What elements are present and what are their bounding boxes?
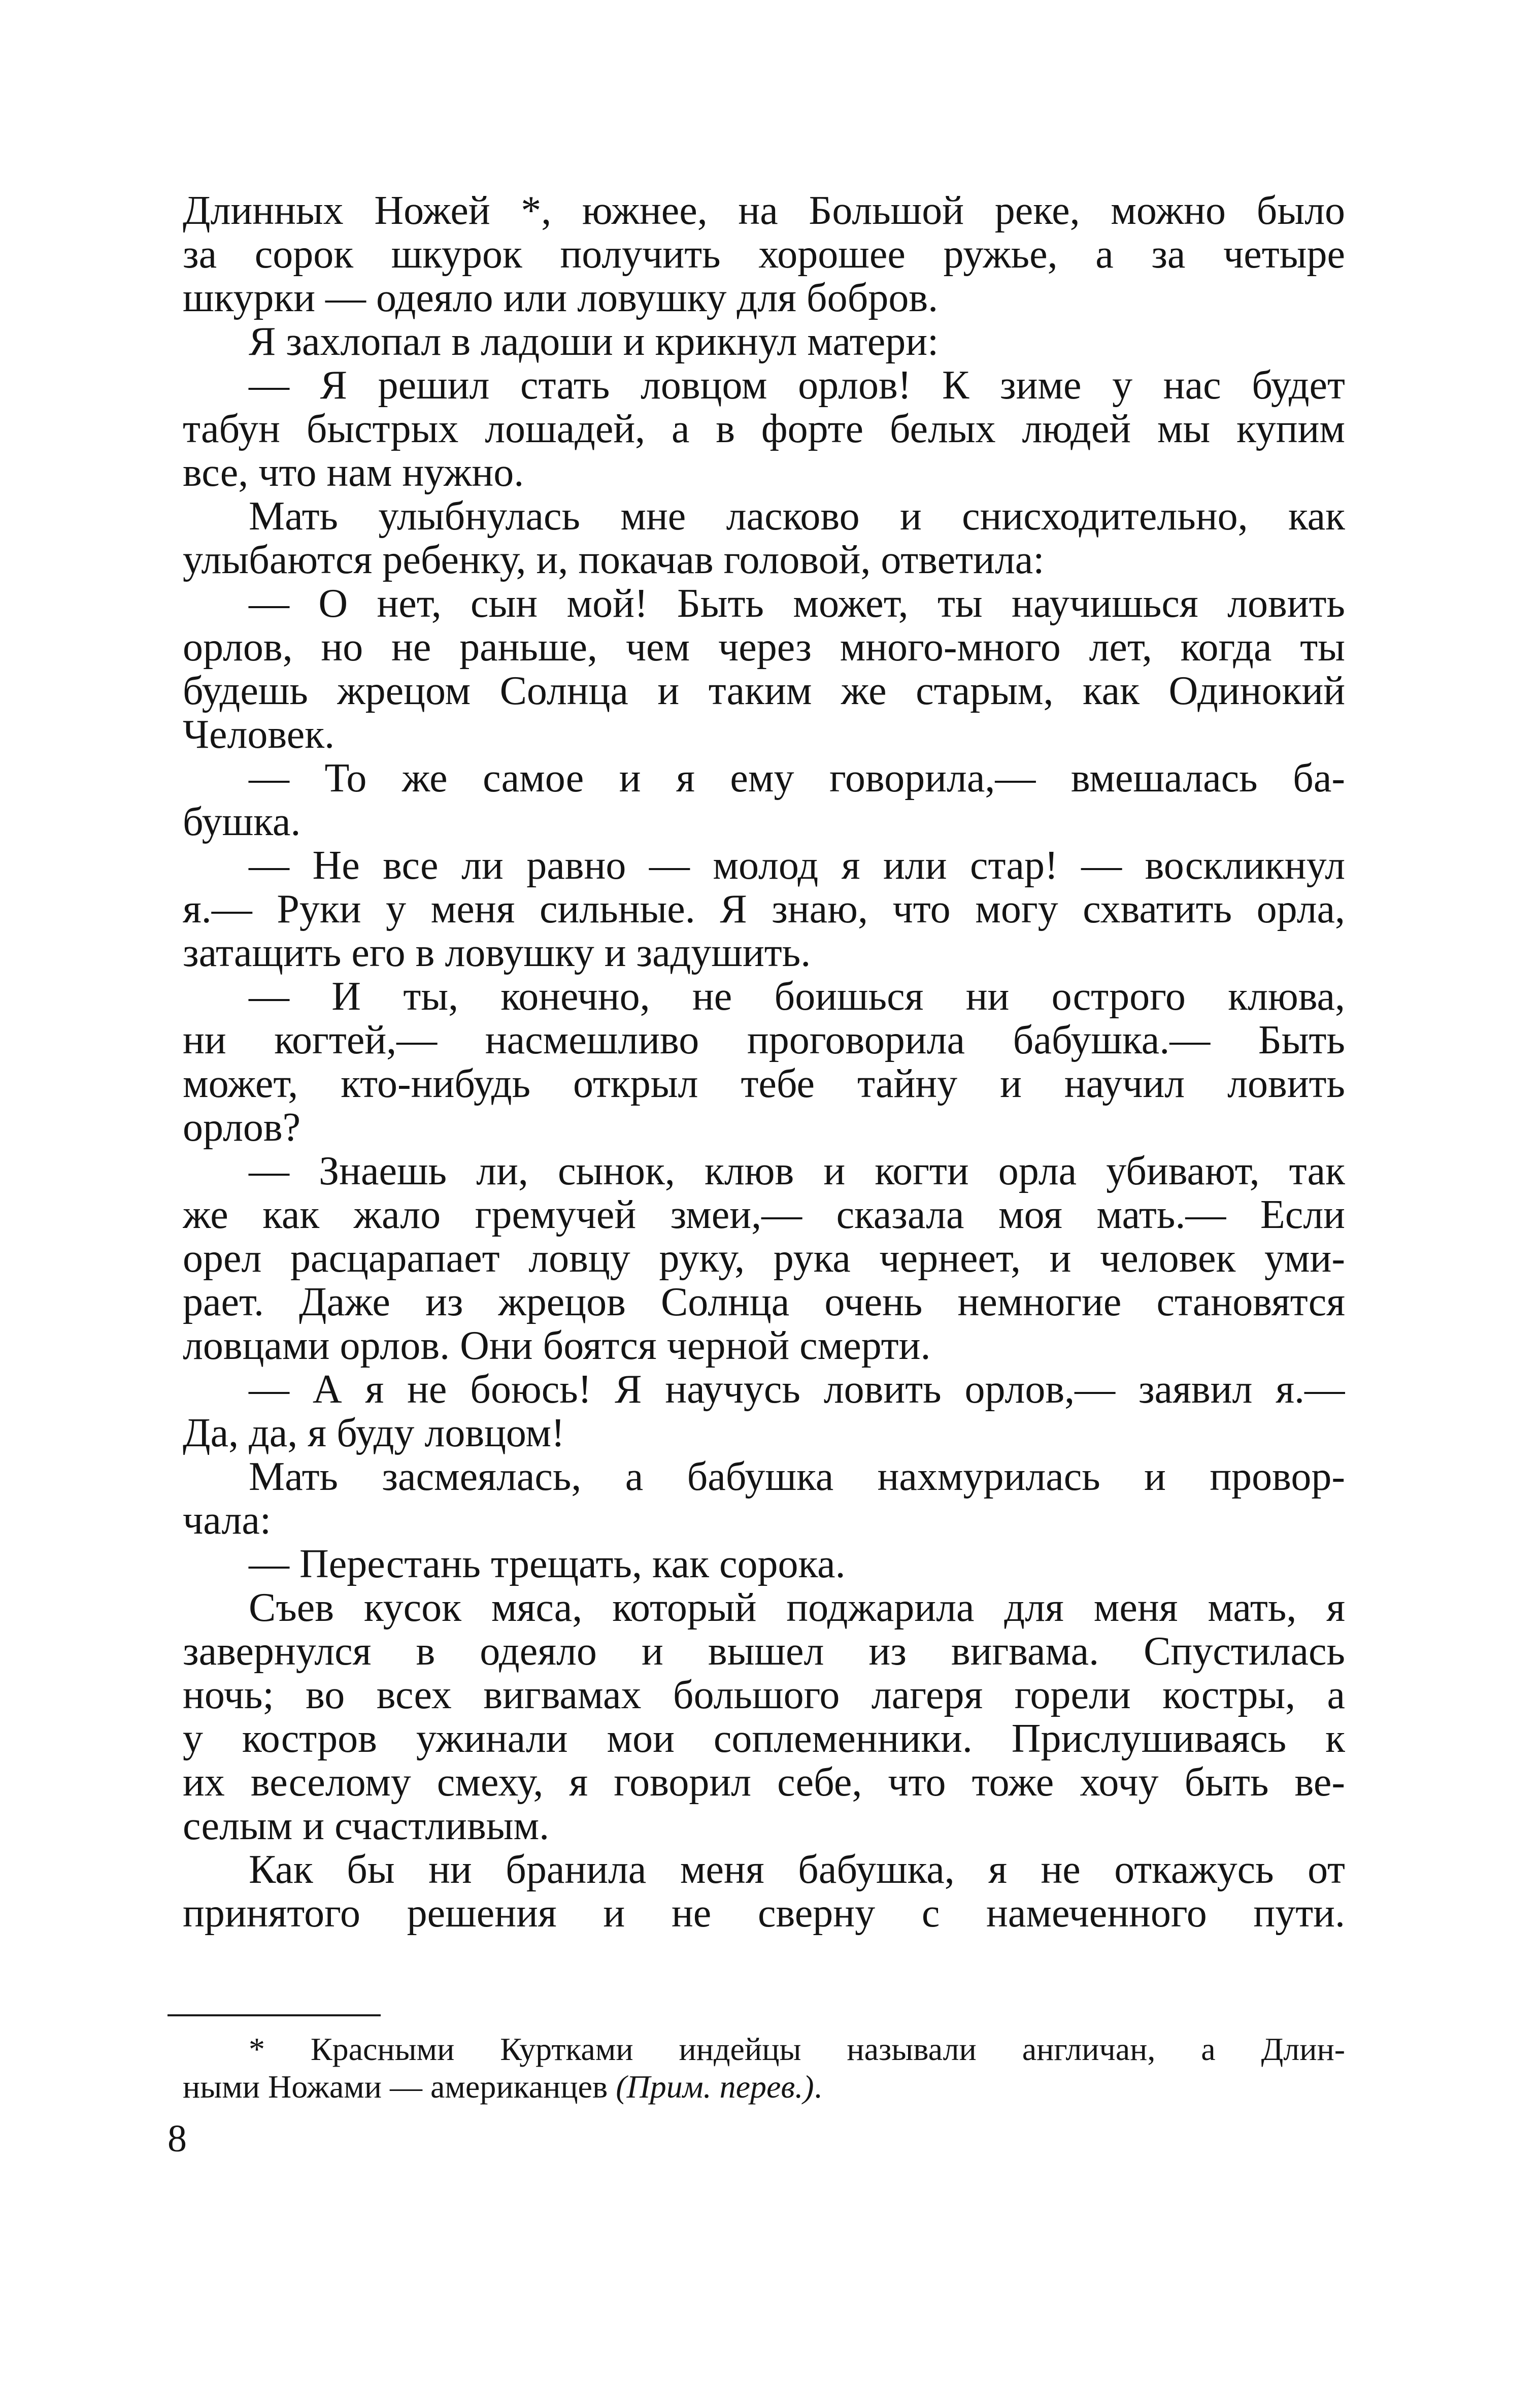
text-line: их веселому смеху, я говорил себе, что тоже хочу быть ве- (183, 1760, 1345, 1804)
text-line: Съев кусок мяса, который поджарила для меня мать, я (249, 1586, 1345, 1630)
text-line: — А я не боюсь! Я научусь ловить орлов,— заявил я.— (249, 1368, 1345, 1411)
text-line: Да, да, я буду ловцом! (183, 1411, 565, 1455)
text-line: — О нет, сын мой! Быть может, ты научишься ловить (249, 582, 1345, 625)
text-line: ночь; во всех вигвамах большого лагеря горели костры, а (183, 1673, 1345, 1717)
page-number: 8 (168, 2117, 187, 2160)
text-line: орел расцарапает ловцу руку, рука чернеет, и человек уми- (183, 1237, 1345, 1280)
footnote-line (183, 2068, 1345, 2106)
text-line: у костров ужинали мои соплеменники. Прислушиваясь к (183, 1717, 1345, 1760)
footnote (183, 2031, 1345, 2106)
text-line: Мать засмеялась, а бабушка нахмурилась и провор- (249, 1455, 1345, 1499)
text-line: орлов, но не раньше, чем через много-много лет, когда ты (183, 625, 1345, 669)
text-line: ни когтей,— насмешливо проговорила бабушка.— Быть (183, 1018, 1345, 1062)
text-line: принятого решения и не сверну с намеченного пути. (183, 1891, 1345, 1935)
text-line: рает. Даже из жрецов Солнца очень немногие становятся (183, 1280, 1345, 1324)
text-line: Я захлопал в ладоши и крикнул матери: (249, 319, 939, 364)
text-line: — То же самое и я ему говорила,— вмешалась ба- (249, 756, 1345, 800)
footnote-end: . (814, 2069, 822, 2105)
text-line: Мать улыбнулась мне ласково и снисходительно, как (249, 494, 1345, 538)
text-line: ловцами орлов. Они боятся черной смерти. (183, 1323, 931, 1368)
text-line: завернулся в одеяло и вышел из вигвама. Спустилась (183, 1630, 1345, 1673)
footnote-note: (Прим. перев.) (616, 2069, 814, 2105)
text-line: шкурки — одеяло или ловушку для бобров. (183, 276, 939, 320)
text-line: чала: (183, 1498, 272, 1543)
footnote-text: ными Ножами — американцев (183, 2069, 616, 2105)
text-line: затащить его в ловушку и задушить. (183, 930, 811, 975)
text-line: орлов? (183, 1105, 301, 1150)
body-text (183, 189, 1345, 1935)
text-line: Как бы ни бранила меня бабушка, я не откажусь от (249, 1848, 1345, 1891)
footnote-line: * Красными Куртками индейцы называли англичан, а Длин- (249, 2031, 1345, 2067)
text-line: табун быстрых лошадей, а в форте белых людей мы купим (183, 407, 1345, 451)
text-line: же как жало гремучей змеи,— сказала моя мать.— Если (183, 1193, 1345, 1237)
text-line: — Я решил стать ловцом орлов! К зиме у нас будет (249, 363, 1345, 407)
text-line: — И ты, конечно, не боишься ни острого клюва, (249, 975, 1345, 1018)
text-line: все, что нам нужно. (183, 450, 524, 495)
text-line: будешь жрецом Солнца и таким же старым, как Одинокий (183, 669, 1345, 713)
text-line: бушка. (183, 800, 301, 844)
text-line: за сорок шкурок получить хорошее ружье, а за четыре (183, 232, 1345, 276)
text-line: Человек. (183, 712, 335, 757)
text-line: селым и счастливым. (183, 1804, 550, 1848)
footnote-separator (168, 2014, 381, 2016)
text-line: может, кто-нибудь открыл тебе тайну и научил ловить (183, 1062, 1345, 1106)
text-line: — Перестань трещать, как сорока. (249, 1542, 846, 1586)
text-line: — Знаешь ли, сынок, клюв и когти орла убивают, так (249, 1149, 1345, 1193)
text-line: улыбаются ребенку, и, покачав головой, ответила: (183, 538, 1045, 582)
text-line: я.— Руки у меня сильные. Я знаю, что могу схватить орла, (183, 887, 1345, 931)
text-line: Длинных Ножей *, южнее, на Большой реке, можно было (183, 189, 1345, 232)
text-line: — Не все ли равно — молод я или стар! — воскликнул (249, 844, 1345, 887)
